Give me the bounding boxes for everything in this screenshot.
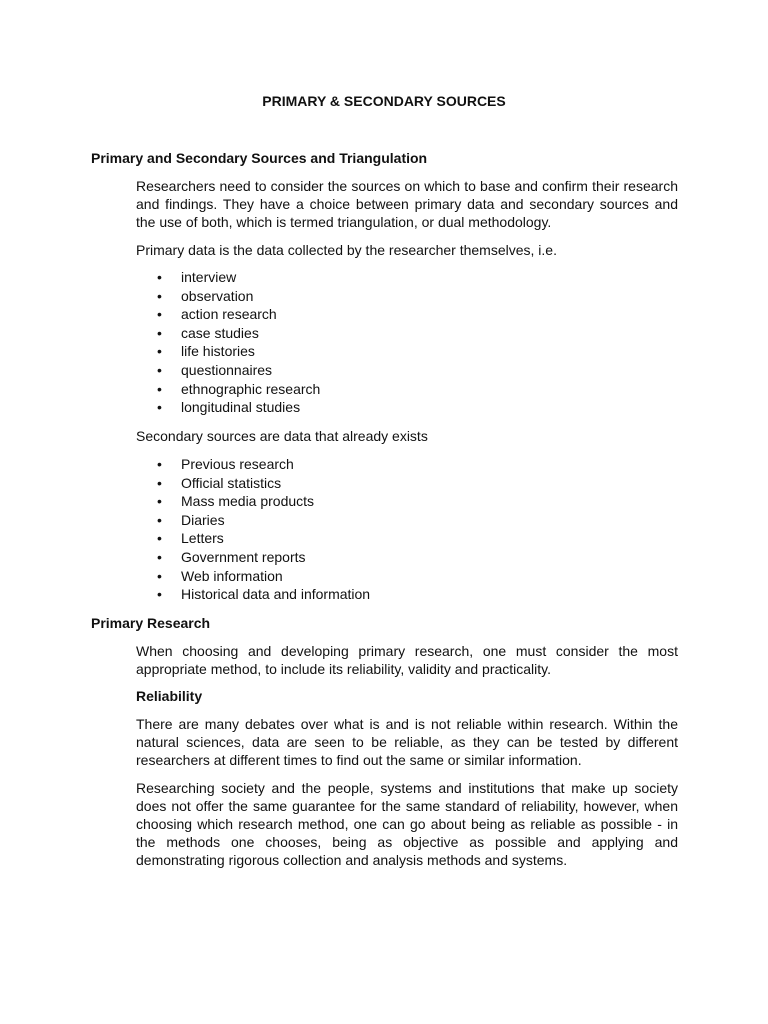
list-item: • life histories: [157, 343, 255, 360]
subheading-reliability: Reliability: [136, 688, 203, 704]
bullet-icon: •: [157, 456, 162, 472]
primary-data-list: [136, 268, 320, 417]
bullet-icon: •: [157, 287, 162, 304]
bullet-icon: •: [157, 343, 162, 360]
page-title: PRIMARY & SECONDARY SOURCES: [262, 93, 506, 109]
bullet-icon: •: [157, 269, 162, 285]
list-item: • ethnographic research: [157, 380, 321, 397]
paragraph-secondary-sources-definition: Secondary sources are data that already exists: [136, 428, 428, 444]
section-heading-sources-triangulation: Primary and Secondary Sources and Triangulation: [91, 150, 428, 166]
bullet-icon: •: [157, 530, 162, 547]
paragraph-reliability-debates: There are many debates over what is and is not reliable within research. Within the natural sciences, data are seen to be reliable, as they can be tested by different researchers at different times to find out the same or similar information.: [136, 716, 678, 768]
bullet-icon: •: [157, 567, 162, 584]
list-item: • Diaries: [157, 511, 225, 528]
list-item: • Mass media products: [157, 493, 315, 510]
bullet-icon: •: [157, 380, 162, 397]
bullet-icon: •: [157, 361, 162, 378]
list-item: • Web information: [157, 567, 283, 584]
list-item: • case studies: [157, 324, 259, 341]
paragraph-choosing-primary-research: When choosing and developing primary research, one must consider the most appropriate method, to include its reliability, validity and practicality.: [136, 643, 678, 677]
bullet-icon: •: [157, 548, 162, 565]
bullet-icon: •: [157, 586, 162, 603]
list-item: • longitudinal studies: [157, 399, 301, 416]
secondary-sources-list: [136, 455, 370, 604]
list-item: • observation: [157, 287, 254, 304]
bullet-icon: •: [157, 306, 162, 323]
bullet-icon: •: [157, 324, 162, 341]
list-item: • Previous research: [157, 456, 294, 472]
list-item: • Official statistics: [157, 474, 282, 491]
list-item: • questionnaires: [157, 361, 273, 378]
bullet-icon: •: [157, 474, 162, 491]
paragraph-researchers-consider: Researchers need to consider the sources on which to base and confirm their research and findings. They have a choice between primary data and secondary sources and the use of both, which is termed triangulation, or dual methodology.: [136, 178, 678, 230]
bullet-icon: •: [157, 493, 162, 510]
bullet-icon: •: [157, 511, 162, 528]
paragraph-primary-data-definition: Primary data is the data collected by the researcher themselves, i.e.: [136, 242, 557, 258]
list-item: • Historical data and information: [157, 586, 371, 603]
list-item: • Letters: [157, 530, 224, 547]
section-heading-primary-research: Primary Research: [91, 615, 211, 631]
bullet-icon: •: [157, 399, 162, 416]
paragraph-researching-society: Researching society and the people, systems and institutions that make up society does not offer the same guarantee for the same standard of reliability, however, when choosing which research method, one can go about being as reliable as possible - in the methods one chooses, being as objective as possible and applying and demonstrating rigorous collection and analysis methods and systems.: [136, 780, 678, 868]
list-item: • action research: [157, 306, 277, 323]
list-item: • Government reports: [157, 548, 306, 565]
list-item: • interview: [157, 269, 237, 285]
